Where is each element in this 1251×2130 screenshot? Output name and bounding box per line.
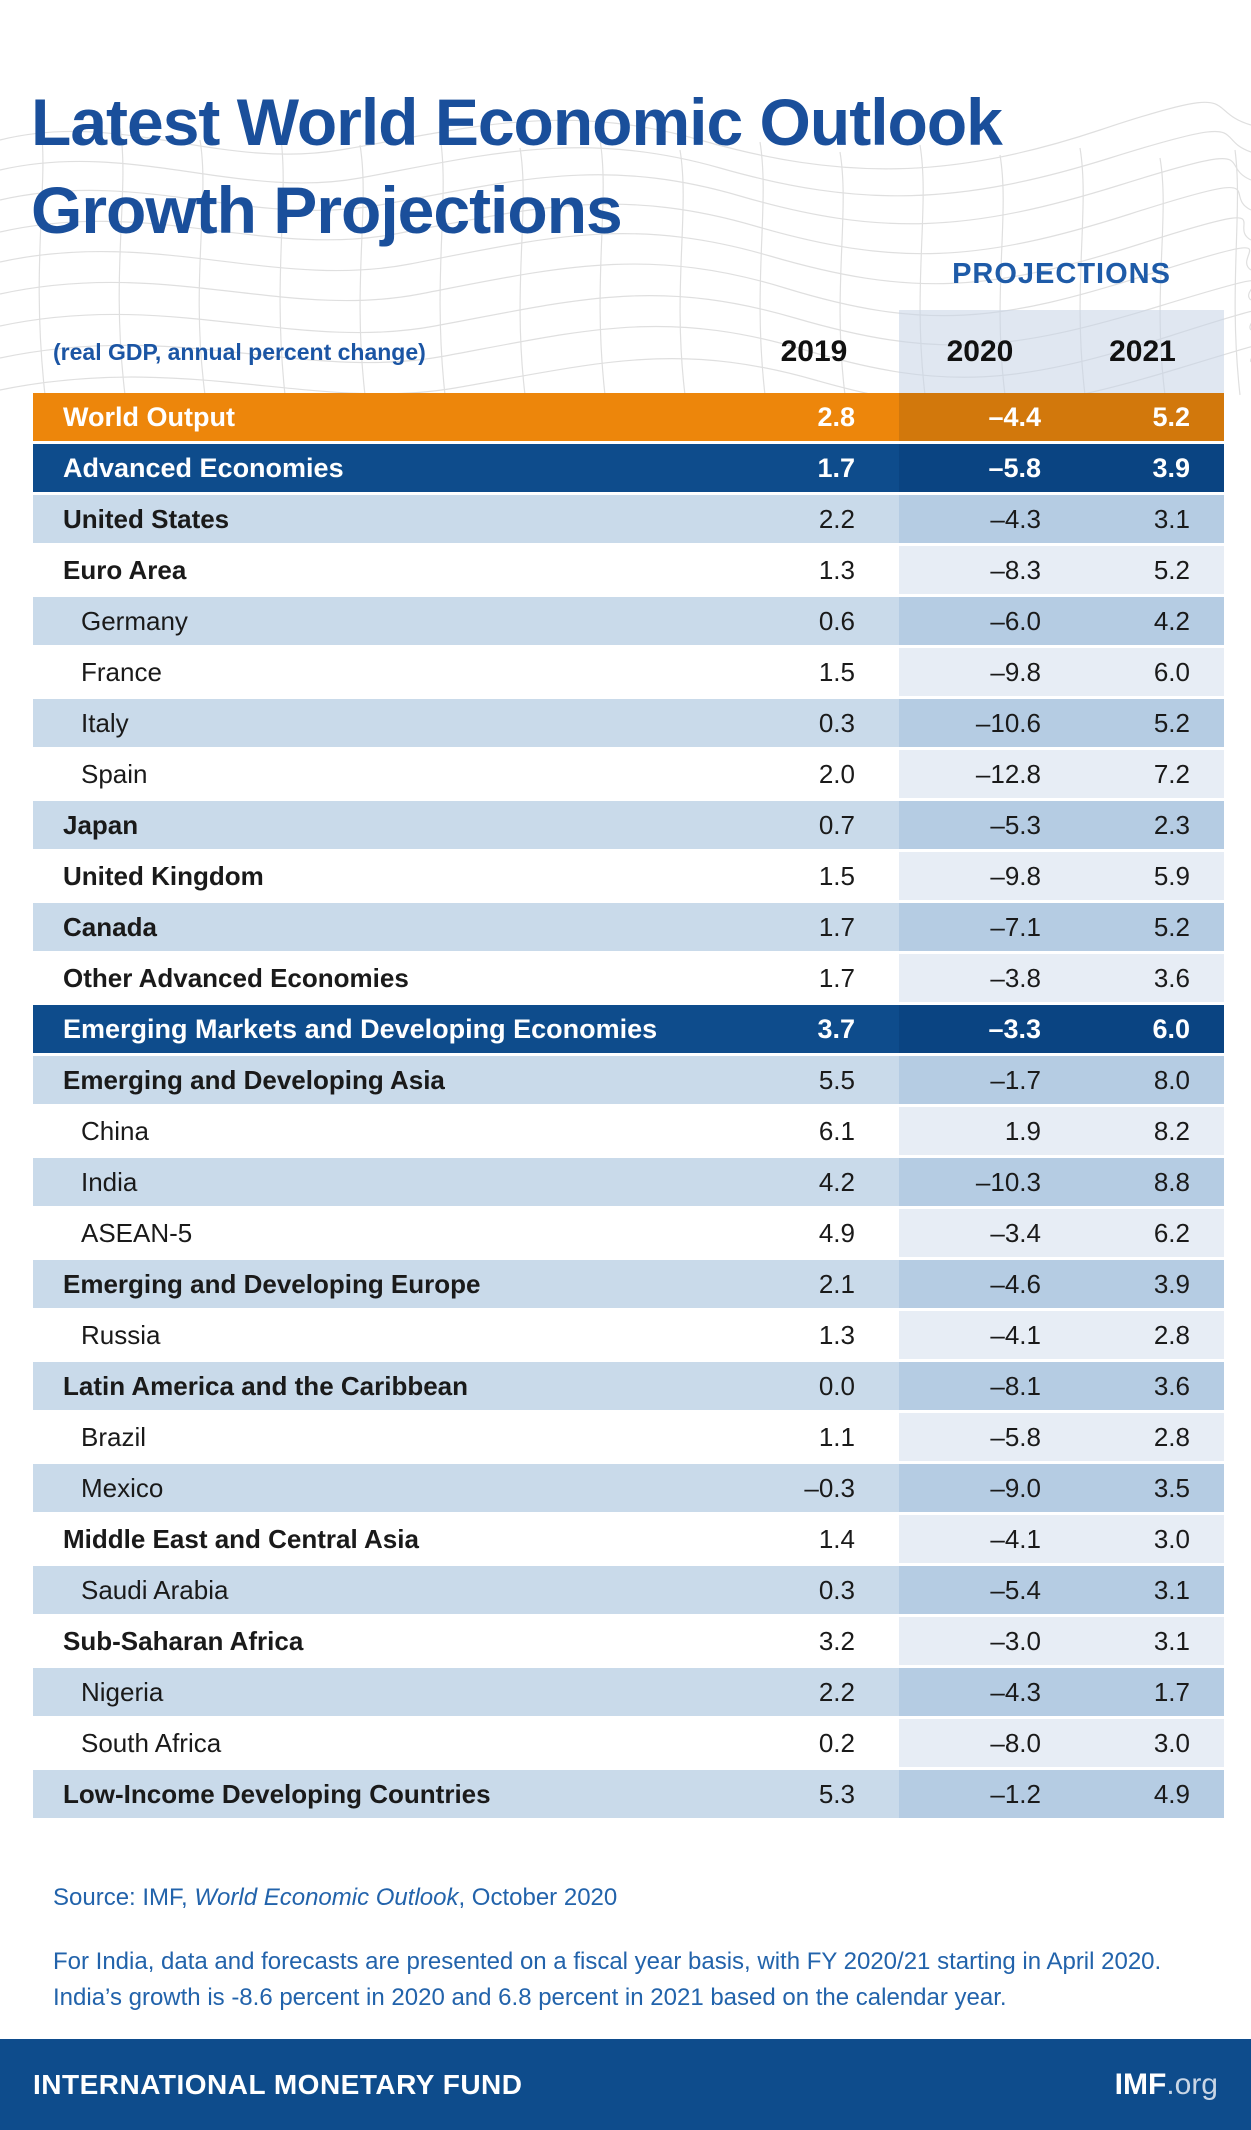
row-label: Mexico	[81, 1472, 164, 1503]
row-label: Emerging and Developing Europe	[63, 1268, 481, 1299]
title-line-1: Latest World Economic Outlook	[31, 85, 1002, 159]
value-2021: 3.0	[1153, 1523, 1190, 1554]
value-2021: 7.2	[1153, 758, 1190, 789]
value-2019: 0.3	[818, 1574, 855, 1605]
table-row	[33, 1260, 1224, 1308]
row-label: Brazil	[81, 1421, 147, 1452]
row-label: Canada	[63, 911, 157, 942]
value-2021: 8.8	[1153, 1166, 1190, 1197]
unit-label: (real GDP, annual percent change)	[53, 338, 426, 365]
value-2019: –0.3	[804, 1472, 855, 1503]
row-label: India	[81, 1166, 138, 1197]
value-2019: 2.2	[818, 1676, 855, 1707]
footnote	[53, 1944, 1213, 2016]
table-row	[33, 903, 1224, 951]
value-2019: 4.9	[818, 1217, 855, 1248]
value-2020: –3.8	[990, 962, 1041, 993]
value-2020: –3.4	[990, 1217, 1041, 1248]
value-2021: 5.2	[1153, 911, 1190, 942]
value-2020: –8.0	[990, 1727, 1041, 1758]
value-2020: –5.3	[990, 809, 1041, 840]
value-2020: –9.8	[990, 656, 1041, 687]
value-2020: –10.3	[975, 1166, 1041, 1197]
row-label: Russia	[81, 1319, 161, 1350]
row-label: Emerging Markets and Developing Economies	[63, 1013, 658, 1044]
value-2020: –10.6	[975, 707, 1041, 738]
value-2020: –7.1	[990, 911, 1041, 942]
col-header-2019: 2019	[780, 335, 848, 368]
value-2020: –1.2	[990, 1778, 1041, 1809]
row-label: United Kingdom	[63, 860, 264, 891]
value-2019: 1.7	[818, 911, 855, 942]
source-suffix: , October 2020	[458, 1884, 618, 1911]
value-2021: 3.9	[1152, 452, 1190, 483]
value-2019: 0.3	[818, 707, 855, 738]
value-2020: –5.4	[990, 1574, 1041, 1605]
row-label: Italy	[81, 707, 129, 738]
row-label: France	[81, 656, 162, 687]
table-row	[33, 1617, 1224, 1665]
table-row	[33, 1005, 1224, 1053]
value-2019: 1.7	[817, 452, 855, 483]
value-2019: 6.1	[818, 1115, 855, 1146]
value-2019: 2.1	[818, 1268, 855, 1299]
value-2021: 3.9	[1153, 1268, 1190, 1299]
page-title	[31, 78, 1002, 254]
value-2021: 5.2	[1153, 707, 1190, 738]
row-label: Other Advanced Economies	[63, 962, 409, 993]
value-2019: 4.2	[818, 1166, 855, 1197]
value-2020: –9.8	[990, 860, 1041, 891]
value-2020: –3.3	[988, 1013, 1041, 1044]
value-2021: 3.5	[1153, 1472, 1190, 1503]
value-2019: 0.0	[818, 1370, 855, 1401]
row-label: Low-Income Developing Countries	[63, 1778, 491, 1809]
value-2019: 2.2	[818, 503, 855, 534]
table-row	[33, 1209, 1224, 1257]
value-2020: –3.0	[990, 1625, 1041, 1656]
column-header-row	[33, 322, 1224, 382]
value-2020: –4.3	[990, 503, 1041, 534]
table-row	[33, 1107, 1224, 1155]
value-2019: 1.1	[818, 1421, 855, 1452]
value-2019: 2.8	[817, 401, 855, 432]
source-note	[53, 1884, 617, 1912]
table-row	[33, 495, 1224, 543]
table-row	[33, 1056, 1224, 1104]
value-2020: –4.1	[990, 1523, 1041, 1554]
value-2021: 4.2	[1153, 605, 1190, 636]
value-2019: 1.4	[818, 1523, 855, 1554]
value-2021: 5.2	[1153, 554, 1190, 585]
value-2020: –5.8	[988, 452, 1041, 483]
source-publication: World Economic Outlook	[194, 1884, 459, 1911]
value-2020: –8.3	[990, 554, 1041, 585]
row-label: Sub-Saharan Africa	[63, 1625, 304, 1656]
table-row	[33, 1668, 1224, 1716]
table-row	[33, 1158, 1224, 1206]
row-label: South Africa	[81, 1727, 222, 1758]
row-label: Latin America and the Caribbean	[63, 1370, 469, 1401]
row-label: Spain	[81, 758, 148, 789]
table-row	[33, 546, 1224, 594]
projections-label: PROJECTIONS	[952, 258, 1171, 290]
row-label: World Output	[63, 401, 235, 432]
footer-site-org: .org	[1166, 2067, 1218, 2101]
col-header-2020: 2020	[946, 335, 1014, 368]
value-2020: –4.4	[988, 401, 1041, 432]
table-row	[33, 954, 1224, 1002]
value-2019: 0.2	[818, 1727, 855, 1758]
value-2021: 2.8	[1153, 1421, 1190, 1452]
table-row	[33, 699, 1224, 747]
title-line-2: Growth Projections	[31, 173, 622, 247]
row-label: Advanced Economies	[63, 452, 344, 483]
row-label: Saudi Arabia	[81, 1574, 229, 1605]
table-row	[33, 1770, 1224, 1818]
table-row	[33, 1464, 1224, 1512]
table-row	[33, 1719, 1224, 1767]
table-row	[33, 1311, 1224, 1359]
value-2020: 1.9	[1004, 1115, 1041, 1146]
value-2021: 8.0	[1153, 1064, 1190, 1095]
value-2019: 0.6	[818, 605, 855, 636]
row-label: Nigeria	[81, 1676, 164, 1707]
value-2019: 0.7	[818, 809, 855, 840]
value-2021: 5.2	[1152, 401, 1190, 432]
footer-bar	[0, 2039, 1251, 2130]
value-2019: 1.3	[818, 554, 855, 585]
table-row	[33, 1566, 1224, 1614]
value-2021: 3.1	[1153, 1574, 1190, 1605]
value-2019: 1.5	[818, 860, 855, 891]
value-2020: –4.3	[990, 1676, 1041, 1707]
value-2020: –6.0	[990, 605, 1041, 636]
value-2020: –4.6	[990, 1268, 1041, 1299]
table-row	[33, 750, 1224, 798]
value-2021: 3.1	[1153, 1625, 1190, 1656]
table-row	[33, 393, 1224, 441]
value-2021: 3.0	[1153, 1727, 1190, 1758]
value-2021: 1.7	[1153, 1676, 1190, 1707]
value-2021: 3.6	[1153, 962, 1190, 993]
value-2021: 6.2	[1153, 1217, 1190, 1248]
value-2021: 6.0	[1152, 1013, 1190, 1044]
value-2020: –12.8	[975, 758, 1041, 789]
growth-table	[33, 393, 1224, 1821]
value-2020: –1.7	[990, 1064, 1041, 1095]
table-row	[33, 1413, 1224, 1461]
value-2021: 5.9	[1153, 860, 1190, 891]
row-label: ASEAN-5	[81, 1217, 193, 1248]
footer-site-imf: IMF	[1114, 2067, 1167, 2101]
footnote-line-2: India’s growth is -8.6 percent in 2020 and 6.8 percent in 2021 based on the calendar year.	[53, 1984, 1007, 2011]
value-2020: –4.1	[990, 1319, 1041, 1350]
footer-site-link	[1115, 2068, 1218, 2102]
table-row	[33, 597, 1224, 645]
row-label: United States	[63, 503, 230, 534]
value-2020: –9.0	[990, 1472, 1041, 1503]
footer-org-name: INTERNATIONAL MONETARY FUND	[33, 2068, 523, 2100]
value-2021: 6.0	[1153, 656, 1190, 687]
table-row	[33, 648, 1224, 696]
footnote-line-1: For India, data and forecasts are presented on a fiscal year basis, with FY 2020/21 starting in April 2020.	[53, 1948, 1162, 1975]
row-label: Euro Area	[63, 554, 187, 585]
value-2021: 8.2	[1153, 1115, 1190, 1146]
row-label: Middle East and Central Asia	[63, 1523, 419, 1554]
table-row	[33, 852, 1224, 900]
value-2021: 3.6	[1153, 1370, 1190, 1401]
value-2019: 1.5	[818, 656, 855, 687]
value-2021: 3.1	[1153, 503, 1190, 534]
value-2020: –8.1	[990, 1370, 1041, 1401]
col-header-2021: 2021	[1109, 335, 1176, 368]
table-row	[33, 1515, 1224, 1563]
value-2021: 4.9	[1153, 1778, 1190, 1809]
row-label: Japan	[63, 809, 139, 840]
row-label: Germany	[81, 605, 188, 636]
value-2021: 2.3	[1153, 809, 1190, 840]
value-2019: 2.0	[818, 758, 855, 789]
value-2019: 5.3	[818, 1778, 855, 1809]
row-label: Emerging and Developing Asia	[63, 1064, 445, 1095]
value-2019: 3.7	[817, 1013, 855, 1044]
table-row	[33, 444, 1224, 492]
table-row	[33, 801, 1224, 849]
value-2019: 1.7	[818, 962, 855, 993]
value-2020: –5.8	[990, 1421, 1041, 1452]
table-row	[33, 1362, 1224, 1410]
row-label: China	[81, 1115, 149, 1146]
value-2021: 2.8	[1153, 1319, 1190, 1350]
value-2019: 1.3	[818, 1319, 855, 1350]
value-2019: 5.5	[818, 1064, 855, 1095]
value-2019: 3.2	[818, 1625, 855, 1656]
source-prefix: Source: IMF,	[53, 1884, 195, 1911]
